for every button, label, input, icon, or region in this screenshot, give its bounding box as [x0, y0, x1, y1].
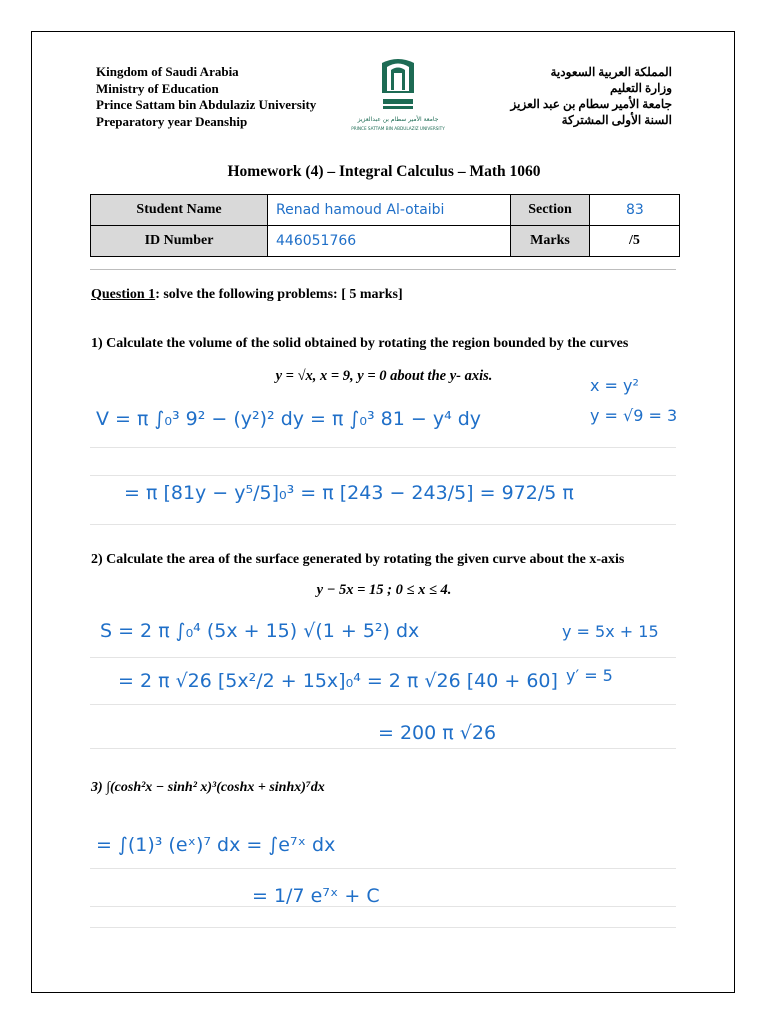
marks-label: Marks — [511, 226, 590, 257]
header-left-line: Preparatory year Deanship — [96, 113, 248, 129]
p2-side-note-2: y′ = 5 — [566, 666, 613, 685]
p1-side-note-2: y = √9 = 3 — [590, 406, 678, 425]
section-value: 83 — [590, 195, 680, 226]
divider — [90, 269, 676, 270]
ruled-line — [90, 927, 676, 928]
table-row — [91, 226, 680, 257]
ruled-line — [90, 657, 676, 658]
problem-2-text: 2) Calculate the area of the surface generated by rotating the given curve about the x-axis — [91, 552, 625, 567]
table-row — [91, 195, 680, 226]
header-left-line: Kingdom of Saudi Arabia — [96, 64, 239, 79]
p3-work-line-2: = 1/7 e⁷ˣ + C — [252, 885, 380, 907]
ruled-line — [90, 447, 676, 448]
logo-caption-ar: جامعة الأمير سطام بن عبدالعزيز — [357, 116, 439, 123]
header-left-block — [96, 64, 316, 130]
student-name-label: Student Name — [91, 195, 268, 226]
university-logo — [345, 55, 451, 135]
p1-work-line-1: V = π ∫₀³ 9² − (y²)² dy = π ∫₀³ 81 − y⁴ dy — [96, 408, 482, 430]
problem-2-equation: y − 5x = 15 ; 0 ≤ x ≤ 4. — [316, 582, 452, 598]
student-info-table — [90, 194, 680, 257]
problem-1-text: 1) Calculate the volume of the solid obtained by rotating the region bounded by the curves — [91, 336, 629, 351]
p1-work-line-2: = π [81y − y⁵/5]₀³ = π [243 − 243/5] = 972/5 π — [124, 482, 574, 504]
section-label: Section — [511, 195, 590, 226]
header-right-block — [511, 64, 672, 128]
problem-1-equation: y = √x, x = 9, y = 0 about the y- axis. — [275, 368, 493, 384]
id-number-value: 446051766 — [268, 226, 511, 257]
p2-side-note-1: y = 5x + 15 — [562, 622, 659, 641]
p2-work-line-3: = 200 π √26 — [378, 722, 497, 744]
logo-caption-en: PRINCE SATTAM BIN ABDULAZIZ UNIVERSITY — [351, 126, 445, 131]
ruled-line — [90, 524, 676, 525]
ruled-line — [90, 906, 676, 907]
ruled-line — [90, 868, 676, 869]
p2-work-line-1: S = 2 π ∫₀⁴ (5x + 15) √(1 + 5²) dx — [100, 620, 420, 642]
p2-work-line-2: = 2 π √26 [5x²/2 + 15x]₀⁴ = 2 π √26 [40 + 60] — [118, 670, 558, 692]
header-right-line: السنة الأولى المشتركة — [561, 113, 672, 127]
ruled-line — [90, 475, 676, 476]
ruled-line — [90, 704, 676, 705]
marks-value: /5 — [590, 226, 680, 257]
header-right-line: المملكة العربية السعودية — [550, 65, 672, 79]
p3-work-line-1: = ∫(1)³ (eˣ)⁷ dx = ∫e⁷ˣ dx — [96, 834, 336, 856]
header-right-line: وزارة التعليم — [610, 81, 672, 95]
header-left-line: Prince Sattam bin Abdulaziz University — [96, 97, 317, 112]
question-heading — [91, 287, 403, 303]
id-number-label: ID Number — [91, 226, 268, 257]
p1-side-note-1: x = y² — [590, 376, 639, 395]
header-right-line: جامعة الأمير سطام بن عبد العزيز — [510, 97, 672, 111]
ruled-line — [90, 748, 676, 749]
question-instruction: : solve the following problems: [ 5 marks] — [155, 287, 403, 302]
homework-title: Homework (4) – Integral Calculus – Math 1060 — [227, 163, 541, 180]
problem-3-text: 3) ∫(cosh²x − sinh² x)³(coshx + sinhx)⁷dx — [91, 780, 325, 795]
student-name-value: Renad hamoud Al-otaibi — [268, 195, 511, 226]
question-label: Question 1 — [91, 287, 156, 302]
header-left-line: Ministry of Education — [96, 80, 219, 96]
